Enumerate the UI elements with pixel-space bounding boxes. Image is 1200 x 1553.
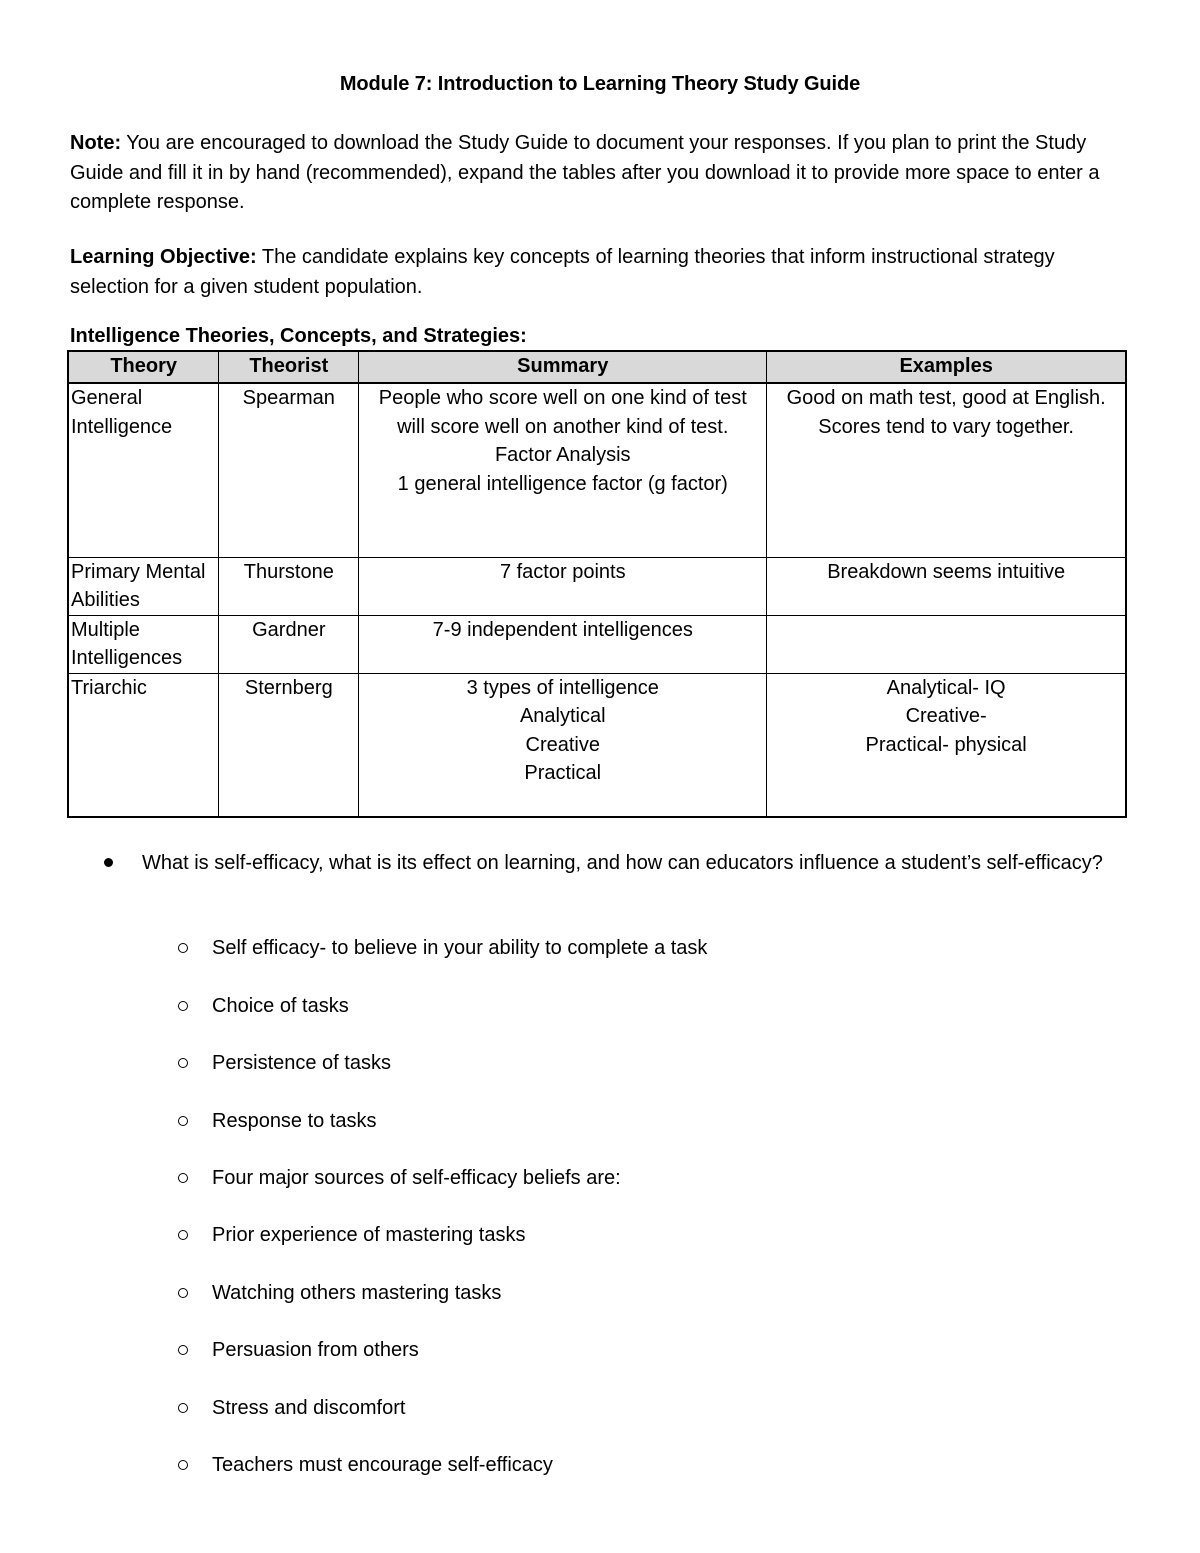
summary-cell (359, 615, 767, 673)
circle-bullet-icon (178, 1460, 188, 1470)
table-row (68, 673, 1126, 817)
summary-line: 3 types of intelligence (466, 676, 659, 699)
list-item (0, 933, 1200, 963)
learning-objective-paragraph (70, 243, 1130, 302)
list-item (0, 1335, 1200, 1365)
summary-cell (359, 557, 767, 615)
summary-line: Analytical (519, 705, 606, 727)
examples-line: Good on math test, good at English. (786, 387, 1106, 409)
list-item-text: Response to tasks (212, 1110, 377, 1132)
circle-bullet-icon (178, 1230, 188, 1240)
theorist-cell: Spearman (219, 383, 359, 557)
theory-line: General (71, 387, 143, 409)
list-item-text: Prior experience of mastering tasks (212, 1224, 526, 1246)
circle-bullet-icon (178, 1001, 188, 1011)
list-item (0, 1393, 1200, 1423)
theory-line: Primary Mental (71, 560, 206, 583)
list-item-text: Persistence of tasks (212, 1052, 391, 1074)
list-item (0, 1163, 1200, 1193)
table-row (68, 383, 1126, 557)
list-item-text: Choice of tasks (212, 995, 349, 1017)
theory-line: Abilities (71, 589, 140, 611)
theory-cell (68, 615, 219, 673)
table-row (68, 557, 1126, 615)
list-item (0, 1220, 1200, 1250)
theory-cell (68, 557, 219, 615)
objective-text: The candidate explains key concepts of learning theories that inform instructional strategy selection for a given student population. (70, 246, 1055, 298)
list-item-text: Stress and discomfort (212, 1397, 406, 1419)
examples-cell (767, 557, 1126, 615)
examples-line: Scores tend to vary together. (818, 415, 1074, 438)
circle-bullet-icon (178, 1345, 188, 1355)
list-item (0, 1106, 1200, 1136)
theory-cell (68, 383, 219, 557)
circle-bullet-icon (178, 1403, 188, 1413)
list-item (0, 1048, 1200, 1078)
circle-bullet-icon (178, 1173, 188, 1183)
examples-cell (767, 383, 1126, 557)
examples-cell (767, 615, 1126, 673)
examples-line: Creative- (905, 705, 987, 727)
examples-cell (767, 673, 1126, 817)
theory-line: Multiple (71, 618, 140, 641)
list-item-text: Persuasion from others (212, 1339, 419, 1361)
summary-line: 7-9 independent intelligences (432, 618, 693, 641)
theory-line: Intelligences (71, 647, 183, 669)
list-item-text: Self efficacy- to believe in your ability to complete a task (212, 937, 708, 959)
intelligence-theories-table (67, 350, 1127, 818)
list-item-text: Teachers must encourage self-efficacy (212, 1454, 553, 1476)
summary-line: 7 factor points (499, 560, 626, 583)
summary-line: People who score well on one kind of test (378, 387, 747, 409)
page-title: Module 7: Introduction to Learning Theory Study Guide (339, 73, 861, 95)
summary-line: Practical (524, 762, 602, 784)
header-theorist: Theorist (219, 351, 359, 383)
theory-cell (68, 673, 219, 817)
list-item-text: Four major sources of self-efficacy beliefs are: (212, 1167, 621, 1189)
theorist-cell: Thurstone (219, 557, 359, 615)
bullet-icon (104, 858, 113, 867)
table-row (68, 615, 1126, 673)
summary-cell (359, 383, 767, 557)
question-text: What is self-efficacy, what is its effect on learning, and how can educators influence a student’s self-efficacy? (142, 852, 1103, 874)
summary-line: Factor Analysis (494, 444, 631, 466)
header-summary: Summary (359, 351, 767, 383)
header-theory: Theory (68, 351, 219, 383)
examples-line: Practical- physical (865, 733, 1027, 756)
table-caption: Intelligence Theories, Concepts, and Strategies: (70, 325, 527, 347)
list-item (0, 1450, 1200, 1480)
circle-bullet-icon (178, 943, 188, 953)
circle-bullet-icon (178, 1058, 188, 1068)
summary-line: 1 general intelligence factor (g factor) (397, 472, 728, 495)
theory-line: Intelligence (71, 415, 173, 438)
list-item (0, 991, 1200, 1021)
note-label: Note: (70, 132, 122, 154)
note-text: You are encouraged to download the Study Guide to document your responses. If you plan to print the Study Guide and fill it in by hand (recommended), expand the tables after you download it to provide more space to enter a complete response. (70, 132, 1100, 213)
table-header-row (68, 351, 1126, 383)
list-item (0, 1278, 1200, 1308)
header-examples: Examples (767, 351, 1126, 383)
examples-line: Analytical- IQ (886, 676, 1006, 699)
theorist-cell: Sternberg (219, 673, 359, 817)
theorist-cell: Gardner (219, 615, 359, 673)
theory-line: Triarchic (71, 676, 147, 699)
summary-cell (359, 673, 767, 817)
summary-line: will score well on another kind of test. (397, 415, 729, 438)
circle-bullet-icon (178, 1116, 188, 1126)
summary-line: Creative (525, 733, 600, 756)
examples-line: Breakdown seems intuitive (827, 560, 1066, 583)
note-paragraph (70, 129, 1130, 218)
list-item-text: Watching others mastering tasks (212, 1282, 502, 1304)
circle-bullet-icon (178, 1288, 188, 1298)
objective-label: Learning Objective: (70, 246, 257, 268)
